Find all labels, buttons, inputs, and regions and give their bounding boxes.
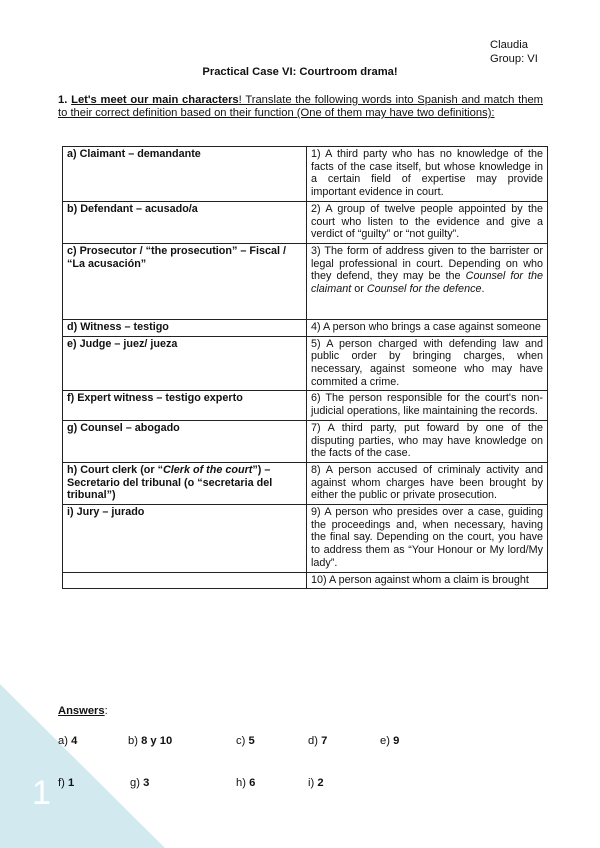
definition-cell: 5) A person charged with defending law and public order by bringing charges, when necessary, against someone who may have commited a crime.	[307, 336, 548, 391]
answer-item	[308, 735, 327, 747]
definition-cell	[307, 243, 548, 319]
author-block	[490, 38, 538, 66]
term-cell: a) Claimant – demandante	[63, 147, 307, 202]
answer-value: 9	[393, 735, 400, 747]
table-row	[63, 201, 548, 243]
answer-letter: f)	[58, 777, 65, 789]
answer-value: 3	[143, 777, 150, 789]
answer-letter: c)	[236, 735, 246, 747]
term-text: h) Court clerk (or “	[67, 463, 163, 476]
answer-item	[236, 777, 255, 789]
term-italic: Clerk of the court	[162, 463, 253, 476]
table-row	[63, 391, 548, 420]
definition-cell: 1) A third party who has no knowledge of the facts of the case itself, but whose knowledge in a certain field of expertise may provide important evidence in court.	[307, 147, 548, 202]
answer-letter: e)	[380, 735, 390, 747]
answer-item	[308, 777, 324, 789]
definition-cell: 7) A third party, put foward by one of the disputing parties, who may have knowledge on the facts of the case.	[307, 420, 548, 462]
answer-value: 4	[71, 735, 78, 747]
answer-item	[236, 735, 255, 747]
definition-cell: 9) A person who presides over a case, guiding the proceedings and, when necessary, having the final say. Depending on the court, you have to address them as “Your Honour or My lord/My lady”.	[307, 505, 548, 573]
table-row	[63, 505, 548, 573]
definition-cell: 10) A person against whom a claim is brought	[307, 572, 548, 589]
answer-value: 2	[317, 777, 324, 789]
definition-italic: Counsel for the defence	[366, 283, 482, 296]
exercise-number: 1.	[58, 94, 68, 106]
term-cell: e) Judge – juez/ jueza	[63, 336, 307, 391]
exercise-intro	[58, 94, 543, 120]
answer-letter: a)	[58, 735, 68, 747]
page-number: 1	[32, 774, 51, 812]
term-cell	[63, 462, 307, 504]
definition-cell: 6) The person responsible for the court's non-judicial operations, like maintaining the records.	[307, 391, 548, 420]
definition-cell: 8) A person accused of criminaly activity and against whom charges have been brought by either the public or private prosecution.	[307, 462, 548, 504]
term-cell	[63, 572, 307, 589]
table-row	[63, 319, 548, 336]
answers-heading	[58, 705, 108, 717]
table-row	[63, 572, 548, 589]
answer-letter: d)	[308, 735, 318, 747]
term-cell: i) Jury – jurado	[63, 505, 307, 573]
definition-text: 3) The form of address given to the barrister or legal professional in court. Depending on who they defend, they may be the	[311, 244, 543, 283]
term-cell: g) Counsel – abogado	[63, 420, 307, 462]
answer-item	[58, 735, 77, 747]
answers-heading-colon: :	[104, 705, 108, 717]
answer-item	[130, 777, 149, 789]
term-cell: d) Witness – testigo	[63, 319, 307, 336]
author-group: Group: VI	[490, 53, 538, 65]
answer-letter: g)	[130, 777, 140, 789]
page-title: Practical Case VI: Courtroom drama!	[202, 66, 398, 78]
table-row	[63, 420, 548, 462]
definition-cell: 2) A group of twelve people appointed by the court who listen to the evidence and give a verdict of “guilty” or “not guilty”.	[307, 201, 548, 243]
answer-item	[128, 735, 172, 747]
answer-item	[58, 777, 74, 789]
answers-heading-text: Answers	[58, 705, 105, 717]
term-text: ”) – Secretario del tribunal (o “secretaria del tribunal”)	[67, 463, 273, 502]
definition-text: .	[481, 283, 485, 296]
exercise-instructions: ! Translate the following words into Spanish and match them to their correct definition based on their function (One of them may have two definitions):	[58, 94, 543, 119]
author-name: Claudia	[490, 39, 528, 51]
definition-cell: 4) A person who brings a case against someone	[307, 319, 548, 336]
answer-letter: i)	[308, 777, 315, 789]
table-row	[63, 462, 548, 504]
exercise-lead: Let's meet our main characters	[71, 94, 239, 106]
answer-value: 7	[321, 735, 328, 747]
answer-value: 5	[248, 735, 255, 747]
answer-letter: b)	[128, 735, 138, 747]
table-row	[63, 243, 548, 319]
answer-letter: h)	[236, 777, 246, 789]
definitions-table	[62, 146, 548, 589]
table-row	[63, 147, 548, 202]
term-cell: f) Expert witness – testigo experto	[63, 391, 307, 420]
answer-value: 8 y 10	[141, 735, 173, 747]
term-cell: c) Prosecutor / “the prosecution” – Fiscal / “La acusación”	[63, 243, 307, 319]
answer-value: 1	[67, 777, 75, 789]
table-row	[63, 336, 548, 391]
answer-value: 6	[249, 777, 256, 789]
answer-item	[380, 735, 399, 747]
term-cell: b) Defendant – acusado/a	[63, 201, 307, 243]
definition-italic: Counsel for the claimant	[311, 270, 543, 296]
definition-text: or	[351, 283, 367, 296]
